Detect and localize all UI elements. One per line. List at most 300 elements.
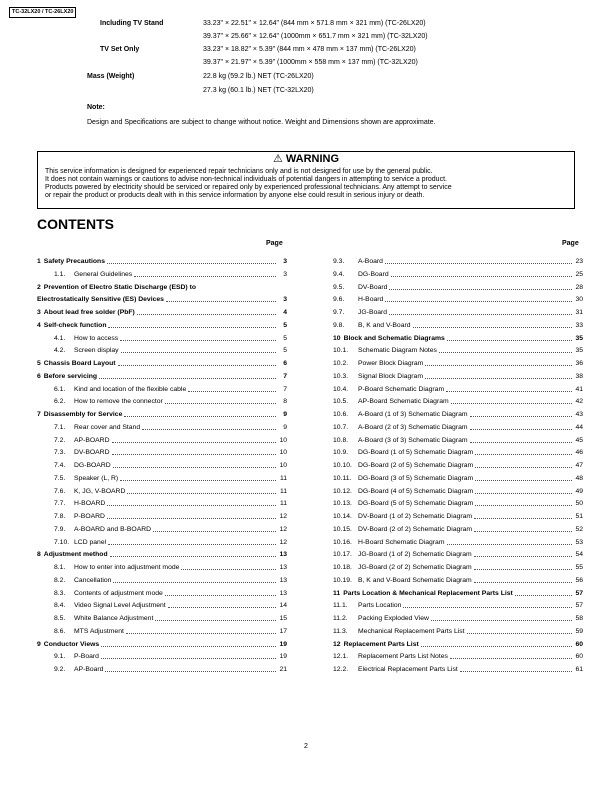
toc-entry-number: 9.5.: [333, 283, 345, 291]
toc-entry-page: 12: [279, 525, 287, 533]
toc-entry-title: Before servicing: [43, 372, 98, 380]
toc-entry-number: 7.10.: [54, 538, 70, 546]
toc-leader-dots: [403, 602, 572, 608]
toc-entry-number: 9: [37, 640, 41, 648]
spec-value: 39.37" × 21.97" × 5.39" (1000mm × 558 mm × 137 mm) (TC-32LX20): [203, 59, 418, 66]
toc-entry-title: How to remove the connector: [74, 398, 163, 406]
toc-entry-page: 13: [279, 564, 287, 571]
toc-entry-page: 58: [575, 615, 583, 622]
toc-entry[interactable]: [333, 665, 583, 674]
toc-entry-number: 9.4.: [333, 270, 345, 278]
note-text: Design and Specifications are subject to change without notice. Weight and Dimensions shown are approximate.: [87, 119, 436, 126]
toc-entry-title: JG-Board: [358, 309, 388, 316]
toc-entry[interactable]: [333, 410, 583, 419]
toc-entry-number: 7.1.: [54, 423, 66, 431]
toc-entry-page: 36: [575, 360, 583, 367]
toc-entry-title: A-Board (3 of 3) Schematic Diagram: [358, 436, 468, 444]
toc-entry[interactable]: [37, 295, 287, 304]
toc-leader-dots: [515, 590, 572, 596]
toc-entry-title: JG-Board (2 of 2) Schematic Diagram: [358, 564, 472, 571]
toc-entry-title: A-BOARD and B-BOARD: [74, 525, 152, 533]
toc-entry-number: 9.2.: [54, 666, 66, 673]
toc-entry[interactable]: [333, 436, 583, 445]
toc-entry-number: 8: [37, 551, 41, 559]
toc-entry-title: Speaker (L, R): [74, 474, 119, 482]
toc-entry[interactable]: [37, 652, 287, 661]
toc-entry[interactable]: [333, 563, 583, 572]
toc-leader-dots: [155, 615, 276, 621]
toc-entry-number: 8.6.: [54, 627, 66, 635]
toc-entry-title: AP-BOARD: [74, 436, 110, 444]
toc-entry-title: P-BOARD: [74, 513, 105, 520]
toc-entry-page: 49: [575, 487, 583, 495]
toc-leader-dots: [475, 475, 572, 481]
toc-entry-title: Rear cover and Stand: [74, 423, 141, 431]
toc-entry[interactable]: [37, 423, 287, 432]
toc-entry[interactable]: [37, 665, 287, 674]
toc-entry[interactable]: [333, 423, 583, 432]
toc-entry-number: 10.19.: [333, 576, 352, 584]
toc-entry-number: 10.15.: [333, 525, 352, 533]
toc-leader-dots: [446, 386, 572, 392]
toc-entry-page: 10: [279, 436, 287, 444]
toc-entry-title: Self-check function: [43, 321, 107, 329]
toc-entry[interactable]: [333, 550, 583, 559]
warning-heading: [38, 153, 574, 166]
warning-line: or repair the product or products dealt with in this service information by anyone else could result in serious injury or death.: [45, 192, 425, 199]
toc-entry-page: 5: [283, 321, 287, 329]
toc-leader-dots: [121, 347, 276, 353]
toc-entry[interactable]: [37, 257, 287, 266]
toc-entry[interactable]: [333, 372, 583, 381]
toc-entry-title: DG-Board (4 of 5) Schematic Diagram: [358, 487, 474, 495]
toc-entry-number: 10.14.: [333, 513, 352, 520]
toc-entry[interactable]: [37, 538, 287, 547]
toc-entry-page: 19: [279, 640, 287, 648]
toc-entry[interactable]: [333, 359, 583, 368]
toc-entry[interactable]: [37, 448, 287, 457]
toc-entry[interactable]: [37, 487, 287, 496]
toc-entry-number: 10.8.: [333, 436, 349, 444]
toc-entry-title: JG-Board (1 of 2) Schematic Diagram: [358, 551, 472, 559]
spec-label-tv-set-only: TV Set Only: [100, 46, 140, 53]
toc-entry-page: 42: [575, 398, 583, 406]
toc-leader-dots: [474, 577, 572, 583]
toc-entry-page: 41: [575, 385, 583, 393]
toc-entry-number: 9.3.: [333, 258, 345, 265]
toc-entry-page: 23: [575, 258, 583, 265]
toc-entry-page: 60: [575, 653, 583, 661]
toc-leader-dots: [447, 539, 572, 545]
toc-entry-page: 7: [283, 372, 287, 380]
toc-entry-page: 6: [283, 360, 287, 367]
toc-entry[interactable]: [37, 334, 287, 343]
toc-entry-number: 10.4.: [333, 385, 349, 393]
toc-leader-dots: [474, 526, 572, 532]
toc-entry-title: Electrical Replacement Parts List: [358, 666, 458, 673]
toc-leader-dots: [107, 258, 276, 264]
toc-entry-page: 55: [575, 564, 583, 571]
toc-entry-number: 10.18.: [333, 564, 352, 571]
toc-entry[interactable]: [37, 550, 287, 559]
toc-entry-title: K, JG, V-BOARD: [74, 487, 126, 495]
warning-line: It does not contain warnings or cautions to advise non-technical individuals of potential dangers in attempting to service a product.: [45, 176, 447, 183]
toc-entry-title: Signal Block Diagram: [358, 372, 423, 380]
spec-label-mass: Mass (Weight): [87, 73, 135, 80]
toc-entry[interactable]: [37, 640, 287, 649]
toc-entry-number: 1.1.: [54, 270, 66, 278]
toc-entry-title: H-Board: [358, 296, 384, 304]
toc-entry-page: 7: [283, 385, 287, 393]
toc-entry-number: 10.7.: [333, 423, 349, 431]
toc-entry[interactable]: [37, 283, 287, 292]
toc-entry[interactable]: [37, 321, 287, 330]
toc-entry[interactable]: [37, 499, 287, 508]
toc-entry-number: 7: [37, 411, 41, 418]
toc-entry-title: A-Board: [358, 258, 383, 265]
toc-entry-number: 9.7.: [333, 309, 345, 316]
toc-leader-dots: [134, 271, 276, 277]
toc-leader-dots: [385, 258, 572, 264]
toc-leader-dots: [153, 526, 276, 532]
spec-value: 22.8 kg (59.2 lb.) NET (TC-26LX20): [203, 73, 314, 80]
note-label: Note:: [87, 104, 105, 111]
toc-leader-dots: [101, 653, 276, 659]
toc-entry[interactable]: [37, 397, 287, 406]
toc-entry[interactable]: [37, 512, 287, 521]
toc-entry-page: 19: [279, 653, 287, 661]
toc-entry[interactable]: [37, 601, 287, 610]
toc-entry-title: Parts Location & Mechanical Replacement Parts List: [343, 589, 513, 597]
toc-entry-number: 10: [333, 334, 341, 342]
toc-entry-page: 35: [575, 347, 583, 355]
toc-entry[interactable]: [333, 652, 583, 661]
toc-entry[interactable]: [333, 334, 583, 343]
toc-entry-number: 7.4.: [54, 462, 66, 469]
toc-entry-number: 4: [37, 321, 41, 329]
toc-entry-number: 10.13.: [333, 500, 352, 508]
toc-entry-page: 10: [279, 462, 287, 469]
toc-entry[interactable]: [333, 346, 583, 355]
toc-entry-number: 8.2.: [54, 576, 66, 584]
toc-leader-dots: [439, 347, 572, 353]
toc-entry-page: 57: [575, 602, 583, 610]
toc-entry-title: H-BOARD: [74, 500, 106, 508]
toc-entry-title: AP-Board Schematic Diagram: [358, 398, 449, 406]
toc-leader-dots: [188, 386, 276, 392]
toc-entry-title: DG-Board (5 of 5) Schematic Diagram: [358, 500, 474, 508]
toc-entry-number: 11.3.: [333, 627, 348, 635]
toc-entry-number: 10.1.: [333, 347, 349, 355]
toc-entry-number: 5: [37, 360, 41, 367]
toc-entry-page: 51: [575, 513, 583, 520]
toc-entry-page: 60: [575, 640, 583, 648]
toc-entry-page: 47: [575, 462, 583, 469]
toc-entry[interactable]: [37, 346, 287, 355]
warning-title: WARNING: [285, 153, 340, 165]
model-tag: TC-32LX20 / TC-26LX20: [9, 7, 76, 18]
warning-box: [37, 151, 575, 209]
toc-entry-page: 52: [575, 525, 583, 533]
toc-entry-title: About lead free solder (PbF): [43, 309, 135, 316]
spec-label-including-stand: Including TV Stand: [100, 20, 164, 27]
toc-entry-page: 33: [575, 321, 583, 329]
toc-entry[interactable]: [333, 474, 583, 483]
toc-leader-dots: [168, 602, 276, 608]
toc-entry-title: B, K and V-Board: [358, 321, 411, 329]
toc-leader-dots: [425, 360, 572, 366]
toc-entry[interactable]: [333, 576, 583, 585]
toc-leader-dots: [165, 590, 276, 596]
toc-leader-dots: [421, 641, 572, 647]
toc-entry-page: 13: [279, 551, 287, 559]
toc-entry-number: 10.5.: [333, 398, 349, 406]
toc-entry-page: 3: [283, 296, 287, 304]
toc-entry-number: 7.2.: [54, 436, 66, 444]
toc-entry-page: 9: [283, 411, 287, 418]
toc-entry-title: DG-Board: [358, 270, 389, 278]
toc-entry-title: B, K and V-Board Schematic Diagram: [358, 576, 472, 584]
toc-entry[interactable]: [333, 525, 583, 534]
toc-entry-number: 9.8.: [333, 321, 345, 329]
toc-entry-title: Prevention of Electro Static Discharge (ESD) to: [43, 283, 196, 291]
toc-entry[interactable]: [333, 601, 583, 610]
toc-entry-page: 15: [279, 615, 287, 622]
toc-leader-dots: [391, 271, 572, 277]
toc-entry-page: 5: [283, 334, 287, 342]
toc-entry-number: 10.10.: [333, 462, 352, 469]
toc-leader-dots: [385, 296, 572, 302]
toc-entry[interactable]: [37, 308, 287, 317]
toc-leader-dots: [113, 577, 276, 583]
toc-leader-dots: [475, 462, 572, 468]
warning-triangle-icon: ⚠: [272, 153, 283, 165]
toc-leader-dots: [124, 411, 276, 417]
toc-leader-dots: [474, 564, 572, 570]
toc-entry-title: Electrostatically Sensitive (ES) Devices: [37, 296, 164, 304]
toc-entry-title: DV-BOARD: [74, 449, 110, 457]
toc-entry-title: Kind and location of the flexible cable: [74, 385, 187, 393]
toc-leader-dots: [475, 488, 572, 494]
toc-leader-dots: [101, 641, 276, 647]
toc-entry-page: 38: [575, 372, 583, 380]
toc-entry-title: Cancellation: [74, 576, 112, 584]
toc-entry-page: 21: [279, 666, 287, 673]
toc-leader-dots: [118, 360, 276, 366]
toc-entry[interactable]: [37, 614, 287, 623]
toc-leader-dots: [126, 628, 276, 634]
toc-entry-number: 12.2.: [333, 666, 349, 673]
toc-leader-dots: [99, 373, 276, 379]
toc-entry-title: DG-Board (2 of 5) Schematic Diagram: [358, 462, 474, 469]
toc-entry-page: 11: [279, 474, 287, 482]
toc-leader-dots: [389, 284, 572, 290]
toc-entry[interactable]: [333, 257, 583, 266]
toc-entry[interactable]: [333, 614, 583, 623]
toc-entry[interactable]: [333, 461, 583, 470]
toc-entry-title: Replacement Parts List: [343, 640, 419, 648]
toc-entry-page: 54: [575, 551, 583, 559]
toc-entry-title: Parts Location: [358, 602, 402, 610]
toc-entry[interactable]: [37, 627, 287, 636]
toc-entry-number: 9.6.: [333, 296, 345, 304]
toc-entry-title: How to enter into adjustment mode: [74, 564, 180, 571]
toc-entry[interactable]: [333, 487, 583, 496]
toc-entry[interactable]: [37, 474, 287, 483]
toc-entry-page: 8: [283, 398, 287, 406]
toc-entry-page: 43: [575, 411, 583, 418]
toc-entry[interactable]: [333, 321, 583, 330]
toc-entry-page: 14: [279, 602, 287, 610]
toc-entry-page: 31: [575, 309, 583, 316]
page-number: 2: [304, 743, 308, 750]
spec-value: 33.23" × 22.51" × 12.64" (844 mm × 571.8 mm × 321 mm) (TC-26LX20): [203, 20, 426, 27]
spec-value: 33.23" × 18.82" × 5.39" (844 mm × 478 mm × 137 mm) (TC-26LX20): [203, 46, 416, 53]
toc-entry-page: 57: [575, 589, 583, 597]
toc-entry-number: 10.2.: [333, 360, 349, 367]
toc-entry-page: 25: [575, 270, 583, 278]
toc-entry-page: 11: [279, 487, 287, 495]
toc-entry-title: P-Board: [74, 653, 99, 661]
toc-entry[interactable]: [37, 410, 287, 419]
toc-leader-dots: [389, 309, 572, 315]
toc-leader-dots: [112, 449, 276, 455]
toc-entry[interactable]: [333, 385, 583, 394]
toc-leader-dots: [475, 449, 572, 455]
toc-entry-title: Safety Precautions: [43, 258, 105, 265]
toc-entry-page: 12: [279, 513, 287, 520]
toc-leader-dots: [120, 475, 276, 481]
toc-entry-page: 53: [575, 538, 583, 546]
toc-entry[interactable]: [333, 295, 583, 304]
toc-entry-page: 44: [575, 423, 583, 431]
toc-entry-page: 61: [575, 666, 583, 673]
toc-leader-dots: [142, 424, 276, 430]
toc-entry[interactable]: [333, 308, 583, 317]
toc-leader-dots: [105, 666, 276, 672]
toc-entry[interactable]: [333, 448, 583, 457]
toc-entry-number: 11.1.: [333, 602, 348, 610]
toc-entry[interactable]: [37, 563, 287, 572]
spec-value: 27.3 kg (60.1 lb.) NET (TC-32LX20): [203, 87, 314, 94]
toc-entry-number: 8.1.: [54, 564, 66, 571]
toc-entry-title: AP-Board: [74, 666, 104, 673]
toc-entry[interactable]: [37, 525, 287, 534]
toc-entry[interactable]: [333, 512, 583, 521]
toc-entry-title: Video Signal Level Adjustment: [74, 602, 166, 610]
toc-entry-number: 10.16.: [333, 538, 352, 546]
toc-entry-title: A-Board (2 of 3) Schematic Diagram: [358, 423, 468, 431]
toc-entry-page: 9: [283, 423, 287, 431]
toc-entry[interactable]: [37, 589, 287, 598]
toc-entry-number: 7.9.: [54, 525, 66, 533]
toc-entry-page: 3: [283, 258, 287, 265]
toc-entry-title: H-Board Schematic Diagram: [358, 538, 445, 546]
toc-entry-title: DV-Board (1 of 2) Schematic Diagram: [358, 513, 473, 520]
toc-entry[interactable]: [37, 385, 287, 394]
toc-entry-title: Contents of adjustment mode: [74, 589, 163, 597]
toc-entry-title: Chassis Board Layout: [43, 360, 116, 367]
toc-entry-number: 7.5.: [54, 474, 66, 482]
toc-entry[interactable]: [37, 359, 287, 368]
toc-entry-title: DG-Board (3 of 5) Schematic Diagram: [358, 474, 474, 482]
toc-entry[interactable]: [333, 397, 583, 406]
toc-entry[interactable]: [333, 499, 583, 508]
toc-entry-page: 28: [575, 283, 583, 291]
toc-entry-title: Conductor Views: [43, 640, 100, 648]
toc-entry[interactable]: [37, 372, 287, 381]
toc-entry-number: 1: [37, 258, 41, 265]
toc-entry-number: 8.4.: [54, 602, 66, 610]
toc-entry-title: DG-Board (1 of 5) Schematic Diagram: [358, 449, 474, 457]
toc-entry-title: Packing Exploded View: [358, 615, 429, 622]
toc-entry-page: 45: [575, 436, 583, 444]
toc-entry-number: 7.7.: [54, 500, 66, 508]
toc-leader-dots: [107, 513, 276, 519]
toc-entry[interactable]: [333, 270, 583, 279]
toc-leader-dots: [451, 398, 572, 404]
toc-leader-dots: [425, 373, 572, 379]
toc-leader-dots: [431, 615, 572, 621]
toc-entry[interactable]: [37, 270, 287, 279]
spec-value: 39.37" × 25.66" × 12.64" (1000mm × 651.7 mm × 321 mm) (TC-32LX20): [203, 33, 428, 40]
toc-entry-number: 7.3.: [54, 449, 66, 457]
toc-entry[interactable]: [333, 627, 583, 636]
toc-entry[interactable]: [333, 589, 583, 598]
contents-title: CONTENTS: [37, 216, 114, 232]
toc-entry-title: Disassembly for Service: [43, 411, 123, 418]
toc-entry[interactable]: [37, 576, 287, 585]
toc-entry-page: 3: [283, 270, 287, 278]
toc-entry-number: 2: [37, 283, 41, 291]
toc-leader-dots: [137, 309, 276, 315]
warning-line: This service information is designed for experienced repair technicians only and is not designed for use by the general public.: [45, 168, 433, 175]
toc-entry-page: 50: [575, 500, 583, 508]
toc-entry[interactable]: [333, 640, 583, 649]
toc-entry-page: 46: [575, 449, 583, 457]
toc-entry-title: P-Board Schematic Diagram: [358, 385, 445, 393]
toc-leader-dots: [165, 398, 276, 404]
toc-leader-dots: [475, 500, 572, 506]
toc-entry-title: Mechanical Replacement Parts List: [358, 627, 465, 635]
toc-entry-number: 6.2.: [54, 398, 66, 406]
toc-leader-dots: [181, 564, 276, 570]
toc-entry-number: 6: [37, 372, 41, 380]
toc-entry-page: 48: [575, 474, 583, 482]
toc-entry-number: 12: [333, 640, 341, 648]
toc-entry-number: 4.2.: [54, 347, 66, 355]
toc-leader-dots: [460, 666, 572, 672]
toc-leader-dots: [107, 500, 276, 506]
toc-entry-title: Block and Schematic Diagrams: [343, 334, 445, 342]
toc-entry[interactable]: [333, 538, 583, 547]
toc-entry-number: 11: [333, 589, 341, 597]
toc-entry-number: 10.12.: [333, 487, 352, 495]
toc-entry-page: 13: [279, 576, 287, 584]
toc-entry-number: 10.11.: [333, 474, 352, 482]
toc-entry[interactable]: [37, 461, 287, 470]
toc-entry[interactable]: [37, 436, 287, 445]
toc-entry-title: White Balance Adjustment: [74, 615, 154, 622]
toc-leader-dots: [470, 424, 572, 430]
toc-leader-dots: [413, 322, 572, 328]
toc-leader-dots: [108, 322, 276, 328]
toc-entry-title: DV-Board: [358, 283, 388, 291]
toc-entry[interactable]: [333, 283, 583, 292]
toc-entry-page: 10: [279, 449, 287, 457]
toc-entry-page: 35: [575, 334, 583, 342]
toc-entry-number: 8.3.: [54, 589, 66, 597]
